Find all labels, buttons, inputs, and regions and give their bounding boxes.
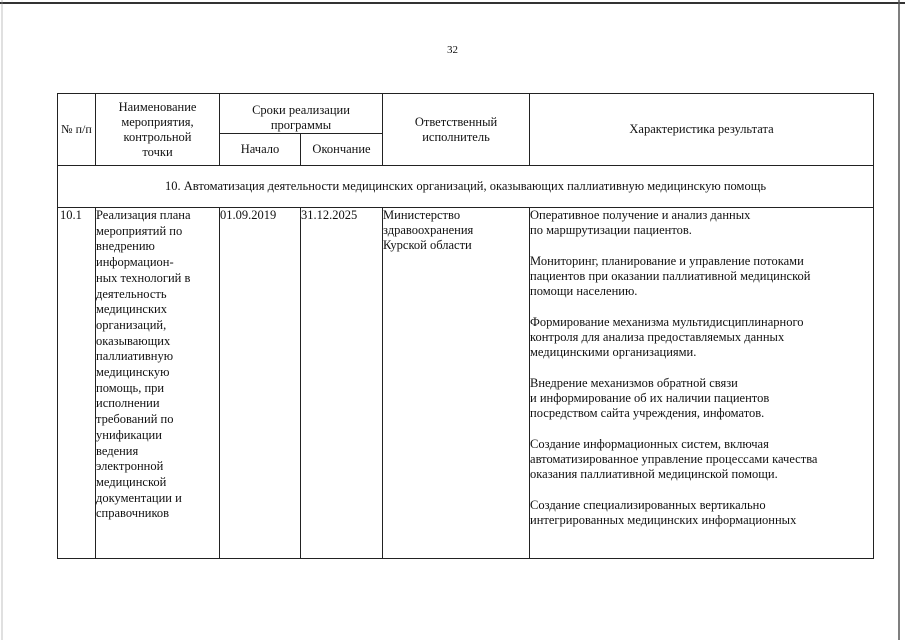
result-line: пациентов при оказании паллиативной медицинской bbox=[530, 269, 811, 283]
table-row bbox=[58, 208, 874, 559]
activity-line: медицинскую bbox=[96, 365, 170, 380]
result-paragraph bbox=[530, 254, 873, 299]
activity-line: медицинских bbox=[96, 302, 167, 317]
plan-table bbox=[57, 93, 874, 559]
section-title: 10. Автоматизация деятельности медицинских организаций, оказывающих паллиативную медицинскую помощь bbox=[58, 166, 874, 208]
activity-line: организаций, bbox=[96, 317, 167, 332]
result-line: по маршрутизации пациентов. bbox=[530, 223, 692, 237]
result-paragraph bbox=[530, 498, 873, 528]
result-paragraph bbox=[530, 315, 873, 360]
header-name-line: контрольной bbox=[123, 129, 192, 144]
result-paragraph bbox=[530, 208, 873, 238]
result-line: Формирование механизма мультидисциплинарного bbox=[530, 315, 804, 329]
result-line: Создание специализированных вертикально bbox=[530, 498, 766, 512]
activity-line: оказывающих bbox=[96, 333, 171, 348]
header-responsible bbox=[383, 94, 530, 166]
result-line: помощи населению. bbox=[530, 284, 638, 298]
responsible-line: здравоохранения bbox=[383, 223, 474, 237]
header-name bbox=[96, 94, 220, 166]
result-line: медицинскими организациями. bbox=[530, 345, 697, 359]
result-line: Мониторинг, планирование и управление потоками bbox=[530, 254, 804, 268]
header-row bbox=[58, 94, 874, 134]
responsible-line: Министерство bbox=[383, 208, 461, 222]
header-responsible-line: исполнитель bbox=[422, 129, 490, 144]
header-name-line: точки bbox=[142, 144, 173, 159]
section-row bbox=[58, 166, 874, 208]
activity-line: Реализация плана bbox=[96, 208, 191, 222]
activity-line: информацион- bbox=[96, 255, 174, 270]
start-date: 01.09.2019 bbox=[220, 208, 301, 559]
result-line: Внедрение механизмов обратной связи bbox=[530, 376, 738, 390]
activity-line: требований по bbox=[96, 412, 174, 427]
result-line: Оперативное получение и анализ данных bbox=[530, 208, 751, 222]
activity-cell bbox=[96, 208, 220, 559]
activity-line: ведения bbox=[96, 443, 139, 458]
result-paragraph bbox=[530, 437, 873, 482]
header-name-line: мероприятия, bbox=[121, 114, 194, 129]
activity-line: мероприятий по bbox=[96, 223, 183, 238]
result-cell bbox=[530, 208, 874, 559]
activity-line: ных технологий в bbox=[96, 270, 191, 285]
activity-line: внедрению bbox=[96, 239, 155, 254]
result-paragraph bbox=[530, 376, 873, 421]
row-number: 10.1 bbox=[58, 208, 96, 559]
header-num: № п/п bbox=[58, 94, 96, 166]
activity-line: электронной bbox=[96, 459, 164, 474]
header-start: Начало bbox=[220, 134, 301, 166]
page-number: 32 bbox=[447, 44, 458, 56]
header-responsible-line: Ответственный bbox=[414, 114, 498, 129]
result-line: автоматизированное управление процессами качества bbox=[530, 452, 818, 466]
responsible-cell bbox=[383, 208, 530, 559]
activity-line: помощь, при bbox=[96, 380, 165, 395]
header-terms bbox=[220, 94, 383, 134]
responsible-line: Курской области bbox=[383, 238, 472, 252]
header-terms-line: Сроки реализации bbox=[252, 103, 350, 117]
activity-line: справочников bbox=[96, 506, 170, 521]
result-line: посредством сайта учреждения, инфоматов. bbox=[530, 406, 765, 420]
result-line: Создание информационных систем, включая bbox=[530, 437, 769, 451]
result-line: оказания паллиативной медицинской помощи. bbox=[530, 467, 778, 481]
activity-line: деятельность bbox=[96, 286, 167, 301]
activity-line: исполнении bbox=[96, 396, 160, 411]
end-date: 31.12.2025 bbox=[301, 208, 383, 559]
activity-line: унификации bbox=[96, 427, 162, 442]
activity-line: документации и bbox=[96, 490, 182, 505]
result-line: интегрированных медицинских информационных bbox=[530, 513, 797, 527]
activity-line: паллиативную bbox=[96, 349, 174, 364]
header-result: Характеристика результата bbox=[530, 94, 874, 166]
header-end: Окончание bbox=[301, 134, 383, 166]
result-line: контроля для анализа предоставляемых данных bbox=[530, 330, 785, 344]
activity-line: медицинской bbox=[96, 474, 167, 489]
header-name-line: Наименование bbox=[118, 99, 197, 114]
header-terms-line: программы bbox=[270, 118, 332, 132]
result-line: и информирование об их наличии пациентов bbox=[530, 391, 770, 405]
